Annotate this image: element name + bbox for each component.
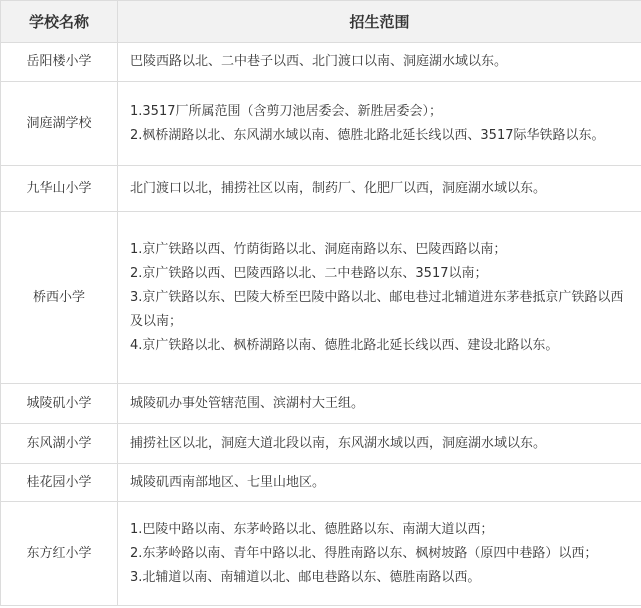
- enrollment-range: [118, 82, 641, 166]
- school-name: 洞庭湖学校: [1, 82, 118, 166]
- range-line: 北门渡口以北，捕捞社区以南，制药厂、化肥厂以西，洞庭湖水域以东。: [130, 180, 547, 196]
- table-row: [1, 166, 641, 212]
- range-line: 捕捞社区以北，洞庭大道北段以南，东风湖水域以西，洞庭湖水域以东。: [130, 435, 547, 451]
- enrollment-range: [118, 384, 641, 424]
- table-row: [1, 82, 641, 166]
- range-line: 4.京广铁路以北、枫桥湖路以南、德胜北路北延长线以西、建设北路以东。: [130, 337, 559, 353]
- range-line: 2.枫桥湖路以北、东风湖水域以南、德胜北路北延长线以西、3517际华铁路以东。: [130, 127, 605, 143]
- range-line: 1.京广铁路以西、竹荫街路以北、洞庭南路以东、巴陵西路以南；: [130, 241, 507, 257]
- range-line: 1.3517厂所属范围（含剪刀池居委会、新胜居委会）；: [130, 103, 442, 119]
- range-line: 1.巴陵中路以南、东茅岭路以北、德胜路以东、南湖大道以西；: [130, 521, 494, 537]
- school-name: 桂花园小学: [1, 464, 118, 502]
- table-row: [1, 384, 641, 424]
- school-name: 九华山小学: [1, 166, 118, 212]
- table-row: [1, 212, 641, 384]
- range-line: 3.京广铁路以东、巴陵大桥至巴陵中路以北、邮电巷过北辅道进东茅巷抵京广铁路以西及以南；: [130, 289, 624, 329]
- enrollment-range: [118, 424, 641, 464]
- table-row: [1, 424, 641, 464]
- table-row: [1, 43, 641, 82]
- school-name: 东风湖小学: [1, 424, 118, 464]
- school-name: 桥西小学: [1, 212, 118, 384]
- range-line: 2.京广铁路以西、巴陵西路以北、二中巷路以东、3517以南；: [130, 265, 488, 281]
- table-header-row: [1, 1, 641, 43]
- table-row: [1, 464, 641, 502]
- range-line: 巴陵西路以北、二中巷子以西、北门渡口以南、洞庭湖水域以东。: [130, 54, 508, 69]
- enrollment-range: [118, 464, 641, 502]
- enrollment-range: [118, 43, 641, 82]
- enrollment-range: [118, 502, 641, 606]
- school-name: 东方红小学: [1, 502, 118, 606]
- column-header-range: 招生范围: [118, 1, 641, 43]
- table-row: [1, 502, 641, 606]
- column-header-school: 学校名称: [1, 1, 118, 43]
- range-line: 城陵矶办事处管辖范围、滨湖村大王组。: [130, 395, 365, 411]
- enrollment-range: [118, 212, 641, 384]
- range-line: 2.东茅岭路以南、青年中路以北、得胜南路以东、枫树坡路（原四中巷路）以西；: [130, 545, 598, 561]
- school-name: 城陵矶小学: [1, 384, 118, 424]
- school-name: 岳阳楼小学: [1, 43, 118, 82]
- range-line: 3.北辅道以南、南辅道以北、邮电巷路以东、德胜南路以西。: [130, 569, 481, 585]
- range-line: 城陵矶西南部地区、七里山地区。: [130, 474, 326, 490]
- enrollment-range: [118, 166, 641, 212]
